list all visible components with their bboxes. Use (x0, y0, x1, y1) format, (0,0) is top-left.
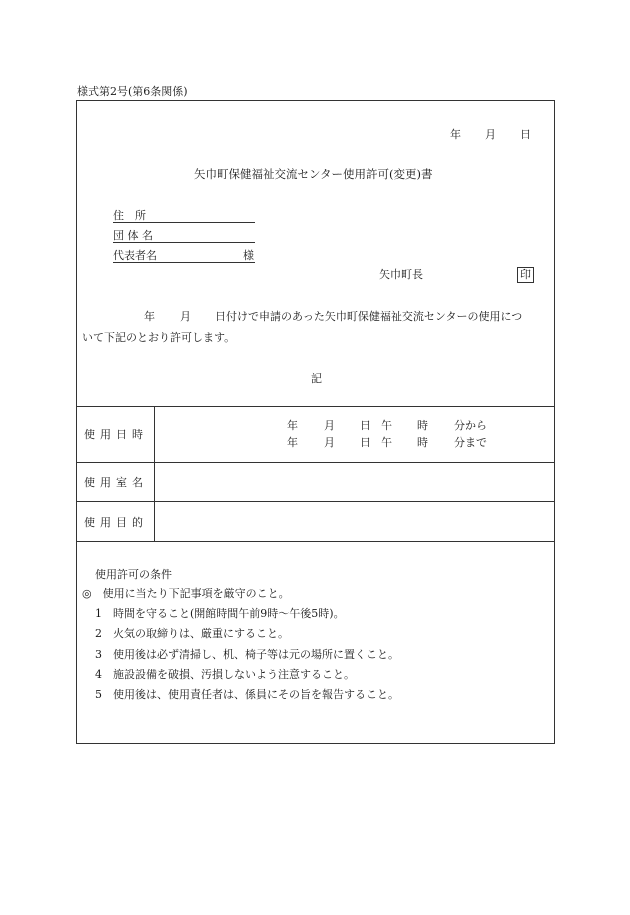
address-underline (113, 222, 255, 223)
form-number: 様式第2号(第6条関係) (77, 85, 188, 98)
table-top-border (77, 406, 554, 407)
table-row2-border (77, 501, 554, 502)
issuer-name: 矢巾町長 (379, 268, 423, 281)
to-year: 年 (287, 436, 298, 449)
group-name-label: 団 体 名 (113, 229, 153, 242)
from-suffix: 分から (454, 419, 487, 432)
representative-label: 代表者名 (113, 249, 157, 262)
to-suffix: 分まで (454, 436, 487, 449)
conditions-lead: ◎ 使用に当たり下記事項を厳守のこと。 (82, 587, 290, 600)
condition-item-5: 5 使用後は、使用責任者は、係員にその旨を報告すること。 (95, 688, 399, 701)
row-label-usage-datetime: 使用日時 (84, 428, 148, 441)
honorific-sama: 様 (243, 249, 254, 262)
condition-item-4: 4 施設設備を破損、汚損しないよう注意すること。 (95, 668, 355, 681)
group-name-underline (113, 242, 255, 243)
from-month: 月 (324, 419, 335, 432)
table-row1-border (77, 462, 554, 463)
seal-mark: 印 (517, 267, 534, 283)
date-day: 日 (520, 128, 531, 141)
to-hour: 時 (417, 436, 428, 449)
from-day: 日 (360, 419, 371, 432)
to-day: 日 (360, 436, 371, 449)
from-hour: 時 (417, 419, 428, 432)
body-text-line2: いて下記のとおり許可します。 (82, 331, 236, 344)
to-month: 月 (324, 436, 335, 449)
address-label: 住 所 (113, 209, 146, 222)
representative-underline (113, 262, 255, 263)
document-title: 矢巾町保健福祉交流センター使用許可(変更)書 (194, 167, 433, 181)
condition-item-1: 1 時間を守ること(開館時間午前9時～午後5時)。 (95, 607, 345, 620)
permit-form-frame (76, 100, 555, 744)
to-gozen: 午 (381, 436, 392, 449)
table-column-divider (154, 407, 155, 541)
condition-item-2: 2 火気の取締りは、厳重にすること。 (95, 627, 289, 640)
date-month: 月 (485, 128, 496, 141)
body-year: 年 (144, 310, 155, 323)
body-text-line1: 日付けで申請のあった矢巾町保健福祉交流センターの使用につ (215, 310, 523, 323)
from-year: 年 (287, 419, 298, 432)
table-bottom-border (77, 541, 554, 542)
ki-mark: 記 (311, 372, 322, 385)
condition-item-3: 3 使用後は必ず清掃し、机、椅子等は元の場所に置くこと。 (95, 648, 399, 661)
row-label-room-name: 使用室名 (84, 476, 148, 489)
conditions-heading: 使用許可の条件 (95, 568, 172, 581)
date-year: 年 (450, 128, 461, 141)
body-month: 月 (180, 310, 191, 323)
row-label-purpose: 使用目的 (84, 516, 148, 529)
from-gozen: 午 (381, 419, 392, 432)
